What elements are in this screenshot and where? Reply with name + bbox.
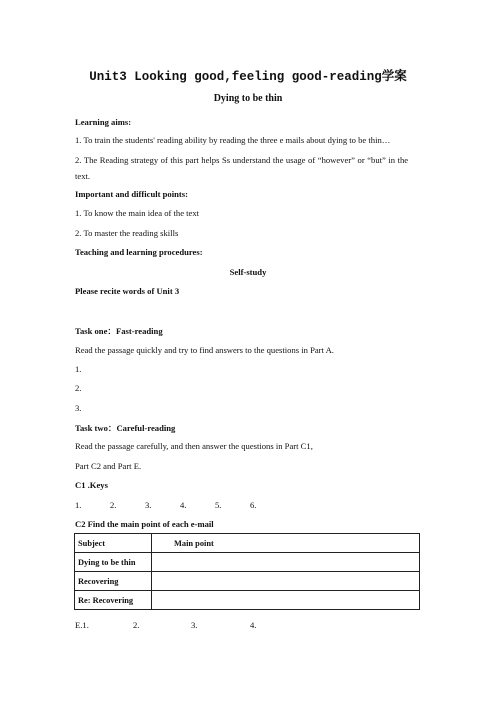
task-one-item: 2. [75,383,82,393]
aim-1: 1. To train the students' reading ability by reading the three e mails about dying to be thin… [75,135,391,145]
c1-number: 5. [215,500,222,510]
main-point-table [74,533,420,610]
point-2: 2. To master the reading skills [75,228,179,238]
table-header-row [75,534,420,553]
e-number: 3. [191,620,198,630]
document-title: Unit3 Looking good,feeling good-reading学案 [89,70,407,84]
self-study-heading: Self-study [229,267,267,277]
recite-instruction: Please recite words of Unit 3 [75,286,180,296]
learning-aims-heading: Learning aims: [75,117,132,127]
table-row [75,591,420,610]
task-one-instruction: Read the passage quickly and try to find answers to the questions in Part A. [75,345,334,355]
e-number: E.1. [75,620,89,630]
document-subtitle: Dying to be thin [213,93,283,104]
c2-heading: C2 Find the main point of each e-mail [75,519,214,529]
table-cell-subject: Recovering [75,572,152,591]
points-heading: Important and difficult points: [75,189,188,199]
task-one-item: 1. [75,364,82,374]
table-header-main-point: Main point [152,534,420,553]
table-row [75,572,420,591]
table-cell-main-point[interactable] [152,553,420,572]
table-cell-subject: Dying to be thin [75,553,152,572]
table-cell-main-point[interactable] [152,591,420,610]
task-one-heading: Task one：Fast-reading [75,326,163,336]
point-1: 1. To know the main idea of the text [75,208,200,218]
task-two-heading: Task two：Careful-reading [75,423,176,433]
c1-number: 4. [180,500,187,510]
table-cell-main-point[interactable] [152,572,420,591]
e-number: 2. [133,620,140,630]
task-two-instruction-continued: Part C2 and Part E. [75,461,142,471]
aim-2: 2. The Reading strategy of this part helps Ss understand the usage of “however” or “but” in the [75,155,409,165]
c1-heading: C1 .Keys [75,480,108,490]
c1-number: 6. [250,500,257,510]
aim-2-continued: text. [75,171,91,181]
table-cell-subject: Re: Recovering [75,591,152,610]
table-header-subject: Subject [75,534,152,553]
c1-number: 2. [110,500,117,510]
e-number: 4. [250,620,257,630]
task-one-item: 3. [75,403,82,413]
procedures-heading: Teaching and learning procedures: [75,247,203,257]
task-two-instruction: Read the passage carefully, and then answer the questions in Part C1, [75,441,313,451]
table-row [75,553,420,572]
c1-number: 1. [75,500,82,510]
c1-number: 3. [145,500,152,510]
